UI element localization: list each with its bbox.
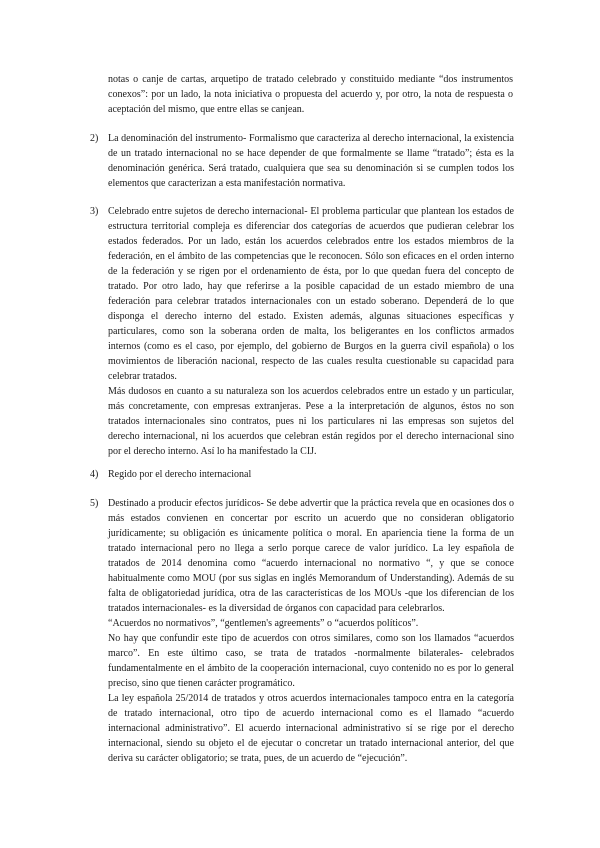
item-paragraph: Más dudosos en cuanto a su naturaleza son los acuerdos celebrados entre un estado y un particular, más concretamente, con empresas extranjeras. Pese a la interpretación de algunos, éstos no son tratados internacionales sino contratos, pues ni los particulares ni las empresas son sujetos del derecho internacional, ni los acuerdos que celebran están regidos por el derecho internacional sino por el derecho interno. Así lo ha manifestado la CIJ.: [108, 386, 514, 457]
intro-paragraph: [108, 72, 513, 117]
item-body: [108, 204, 514, 459]
item-paragraph: No hay que confundir este tipo de acuerdos con otros similares, como son los llamados “acuerdos marco”. En este último caso, se trata de tratados -normalmente bilaterales- celebrados fundamentalmente en el ámbito de la cooperación internacional, cuyo contenido no es por lo general preciso, sino que tienen carácter programático.: [108, 633, 514, 689]
item-paragraph: La denominación del instrumento- Formalismo que caracteriza al derecho internacional, la existencia de un tratado internacional no se hace depender de que formalmente se llame “tratado”; ésta es la denominación genérica. Será tratado, cualquiera que sea su denominación si se cumplen todos los elementos que caracterizan a esta manifestación normativa.: [108, 133, 514, 189]
item-number: 3): [90, 206, 99, 217]
item-number: 2): [90, 133, 99, 144]
item-paragraph: “Acuerdos no normativos”, “gentlemen's agreements” o “acuerdos políticos”.: [108, 618, 419, 629]
list-item-4: [90, 467, 514, 482]
item-paragraph: Celebrado entre sujetos de derecho internacional- El problema particular que plantean los estados de estructura territorial compleja es diferenciar dos categorías de acuerdos que pudieran celebrar los estados federados. Por un lado, están los acuerdos celebrados entre los estados miembros de la federación, en el ámbito de las competencias que le reconocen. Sólo son eficaces en el orden interno de la federación y se rigen por el ordenamiento de ésta, por lo que quedan fuera del concepto de tratado. Por otro lado, hay que referirse a la posible capacidad de un estado miembro de una federación para celebrar tratados internacionales con un estado soberano. Dependerá de lo que disponga el derecho interno del estado. Existen además, algunas situaciones específicas y particulares, como son la soberana orden de malta, los beligerantes en los conflictos armados internos (como es el caso, por ejemplo, del gobierno de Burgos en la guerra civil española) o los movimientos de liberación nacional, respecto de las cuales resulta cuestionable su capacidad para celebrar tratados.: [108, 206, 514, 382]
item-paragraph: Destinado a producir efectos jurídicos- Se debe advertir que la práctica revela que en ocasiones dos o más estados convienen en concertar por escrito un acuerdo que no consideran obligatorio jurídicamente; su obligación es únicamente política o moral. En apariencia tiene la forma de un tratado internacional pero no llega a serlo porque carece de valor jurídico. La ley española de tratados de 2014 denomina como “acuerdo internacional no normativo “, y que se conoce habitualmente como MOU (por sus siglas en inglés Memorandum of Understanding). Además de su falta de obligatoriedad jurídica, otra de las características de los MOUs -que los diferencian de los tratados internacionales- es la diversidad de órganos con capacidad para celebrarlos.: [108, 498, 514, 614]
intro-text: notas o canje de cartas, arquetipo de tratado celebrado y constituido mediante “dos instrumentos conexos”: por un lado, la nota iniciativa o propuesta del acuerdo y, por otro, la nota de respuesta o aceptación del mismo, que entre ellas se canjean.: [108, 74, 513, 115]
list-item-2: [90, 131, 514, 191]
item-number: 5): [90, 498, 99, 509]
item-number: 4): [90, 469, 99, 480]
list-item-5: [90, 496, 514, 766]
item-paragraph: La ley española 25/2014 de tratados y otros acuerdos internacionales tampoco entra en la categoría de tratado internacional, otro tipo de acuerdo internacional como es el llamado “acuerdo internacional administrativo”. El acuerdo internacional administrativo sí se rige por el derecho internacional, siendo su objeto el de ejecutar o concretar un tratado internacional anterior, del que deriva su carácter obligatorio; se trata, pues, de un acuerdo de “ejecución”.: [108, 693, 514, 764]
item-body: [108, 131, 514, 191]
item-body: [108, 467, 514, 482]
list-item-3: [90, 204, 514, 459]
item-paragraph: Regido por el derecho internacional: [108, 469, 252, 480]
item-body: [108, 496, 514, 766]
